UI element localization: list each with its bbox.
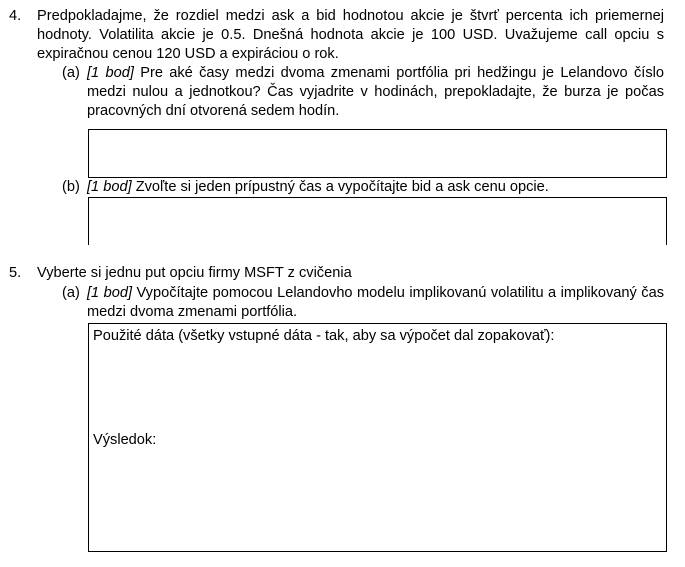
question-4b-label: (b) bbox=[62, 179, 80, 195]
result-label: Výsledok: bbox=[93, 432, 157, 448]
question-4a-label: (a) bbox=[62, 65, 80, 81]
question-4b-body: Zvoľte si jeden prípustný čas a vypočítajte bid a ask cenu opcie. bbox=[131, 179, 549, 195]
question-4a-body: Pre aké časy medzi dvoma zmenami portfólia pri hedžingu je Lelandovo číslo medzi nulou a jednotkou? Čas vyjadrite v hodinách, prepokladajte, že burza je počas pracovných dní otvorená sedem hodín. bbox=[87, 65, 664, 119]
question-4-text: Predpokladajme, že rozdiel medzi ask a bid hodnotou akcie je štvrť percenta ich priemernej hodnoty. Volatilita akcie je 0.5. Dnešná hodnota akcie je 100 USD. Uvažujeme call opciu s expiračnou cenou 120 USD a expiráciou o rok. bbox=[37, 8, 664, 62]
question-5a-label: (a) bbox=[62, 285, 80, 301]
answer-box-4a[interactable] bbox=[88, 129, 667, 178]
question-5-text: Vyberte si jednu put opciu firmy MSFT z cvičenia bbox=[37, 265, 352, 281]
question-5a-points: [1 bod] bbox=[87, 285, 133, 301]
question-4-number: 4. bbox=[9, 8, 22, 24]
question-4a-text bbox=[87, 64, 664, 121]
question-4b-text bbox=[87, 178, 549, 197]
question-5a-body: Vypočítajte pomocou Lelandovho modelu implikovanú volatilitu a implikovaný čas medzi dvoma zmenami portfólia. bbox=[87, 285, 664, 320]
question-5a-text bbox=[87, 284, 664, 322]
question-5-number: 5. bbox=[9, 265, 22, 281]
used-data-label: Použité dáta (všetky vstupné dáta - tak, aby sa výpočet dal zopakovať): bbox=[93, 328, 555, 344]
answer-box-4b[interactable] bbox=[88, 197, 667, 245]
question-4a-points: [1 bod] bbox=[87, 65, 134, 81]
question-4b-points: [1 bod] bbox=[87, 179, 132, 195]
answer-box-5a[interactable] bbox=[88, 323, 667, 552]
